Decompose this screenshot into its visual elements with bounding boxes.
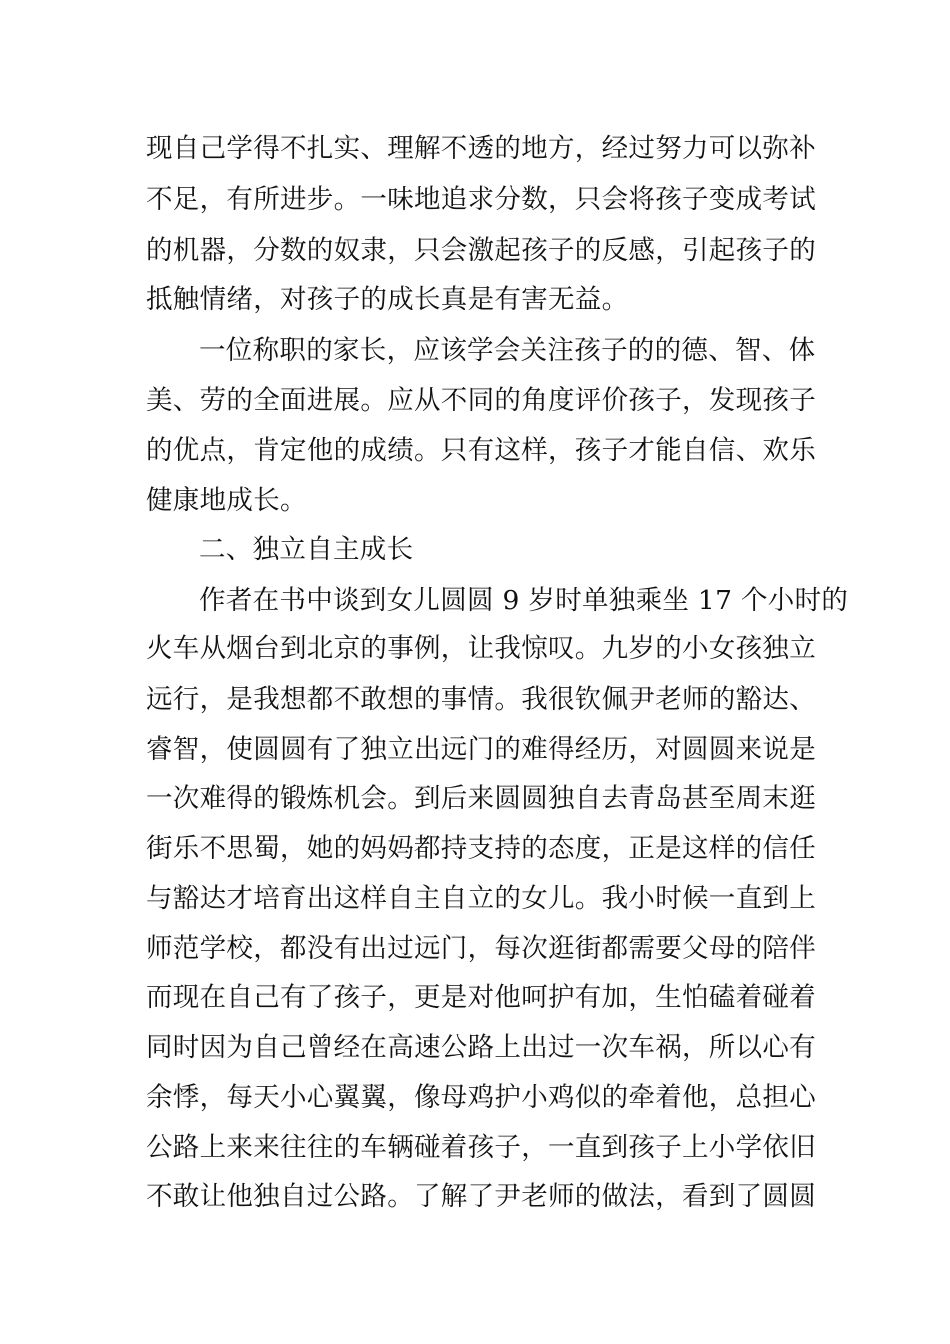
- text-line: 同时因为自己曾经在高速公路上出过一次车祸，所以心有: [146, 1032, 816, 1063]
- text-line: 远行，是我想都不敢想的事情。我很钦佩尹老师的豁达、: [146, 684, 816, 715]
- text-line: 的机器，分数的奴隶，只会激起孩子的反感，引起孩子的: [146, 235, 816, 266]
- text-line: 不足，有所进步。一味地追求分数，只会将孩子变成考试: [146, 184, 816, 215]
- paragraph-first-line: 作者在书中谈到女儿圆圆 9 岁时单独乘坐 17 个小时的: [199, 585, 849, 616]
- text-line: 而现在自己有了孩子，更是对他呵护有加，生怕磕着碰着: [146, 982, 816, 1013]
- text-line: 现自己学得不扎实、理解不透的地方，经过努力可以弥补: [146, 133, 816, 164]
- text-line: 美、劳的全面进展。应从不同的角度评价孩子，发现孩子: [146, 385, 816, 416]
- text-line: 火车从烟台到北京的事例，让我惊叹。九岁的小女孩独立: [146, 633, 816, 664]
- text-line: 师范学校，都没有出过远门，每次逛街都需要父母的陪伴: [146, 933, 816, 964]
- text-line: 余悸，每天小心翼翼，像母鸡护小鸡似的牵着他，总担心: [146, 1082, 816, 1113]
- paragraph-first-line: 一位称职的家长，应该学会关注孩子的的德、智、体: [199, 335, 816, 366]
- text-line: 与豁达才培育出这样自主自立的女儿。我小时候一直到上: [146, 883, 816, 914]
- text-line: 不敢让他独自过公路。了解了尹老师的做法，看到了圆圆: [146, 1181, 816, 1212]
- text-line: 一次难得的锻炼机会。到后来圆圆独自去青岛甚至周末逛: [146, 783, 816, 814]
- text-line: 抵触情绪，对孩子的成长真是有害无益。: [146, 284, 629, 315]
- text-line: 街乐不思蜀，她的妈妈都持支持的态度，正是这样的信任: [146, 833, 816, 864]
- text-line: 的优点，肯定他的成绩。只有这样，孩子才能自信、欢乐: [146, 435, 816, 466]
- text-line: 健康地成长。: [146, 485, 307, 516]
- text-line: 公路上来来往往的车辆碰着孩子，一直到孩子上小学依旧: [146, 1132, 816, 1163]
- section-heading: 二、独立自主成长: [199, 534, 414, 565]
- text-line: 睿智，使圆圆有了独立出远门的难得经历，对圆圆来说是: [146, 734, 816, 765]
